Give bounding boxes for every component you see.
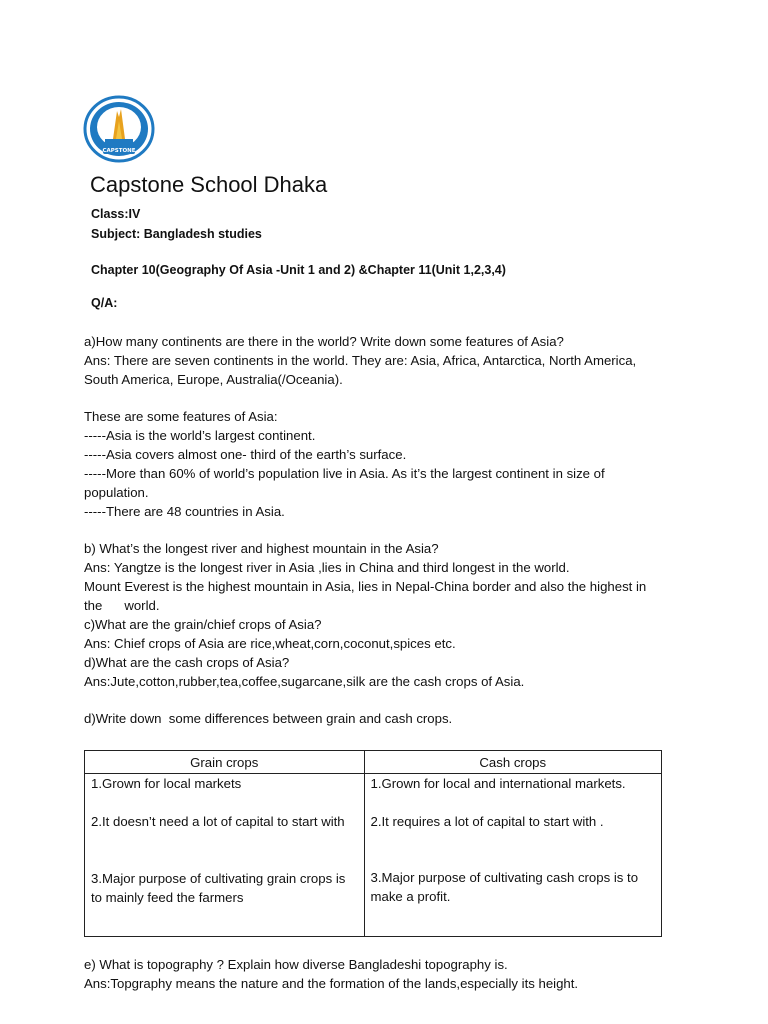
question-d: d)What are the cash crops of Asia? [84, 655, 290, 670]
cash-point-3: 3.Major purpose of cultivating cash crops is to make a profit. [370, 870, 639, 904]
feature-item: -----There are 48 countries in Asia. [84, 504, 285, 519]
question-d2: d)Write down some differences between grain and cash crops. [84, 711, 453, 726]
answer-b-line: Ans: Yangtze is the longest river in Asia ,lies in China and third longest in the world. [84, 560, 570, 575]
grain-point-1: 1.Grown for local markets [91, 776, 242, 791]
answer-d: Ans:Jute,cotton,rubber,tea,coffee,sugarcane,silk are the cash crops of Asia. [84, 674, 525, 689]
question-c: c)What are the grain/chief crops of Asia? [84, 617, 322, 632]
answer-e: Ans:Topgraphy means the nature and the formation of the lands,especially its height. [84, 976, 579, 991]
question-a: a)How many continents are there in the world? Write down some features of Asia? [84, 334, 564, 349]
subject-label: Subject: Bangladesh studies [91, 227, 262, 241]
feature-item: -----More than 60% of world’s population live in Asia. As it’s the largest continent in size of [84, 466, 605, 481]
grain-crops-cell [85, 774, 365, 937]
answer-b-line: the world. [84, 598, 160, 613]
crops-comparison-table [84, 750, 662, 937]
qa-section-e [84, 955, 684, 993]
feature-item: -----Asia is the world’s largest continent. [84, 428, 316, 443]
class-label: Class:IV [91, 207, 141, 221]
school-name: Capstone School Dhaka [90, 172, 328, 197]
qa-section [84, 332, 684, 728]
cash-crops-header: Cash crops [364, 751, 662, 774]
cash-point-1: 1.Grown for local and international markets. [370, 776, 626, 791]
school-logo [83, 95, 155, 163]
qa-label: Q/A: [91, 296, 118, 310]
answer-a-line: South America, Europe, Australia(/Oceania). [84, 372, 343, 387]
grain-crops-header: Grain crops [85, 751, 365, 774]
question-b: b) What’s the longest river and highest mountain in the Asia? [84, 541, 439, 556]
answer-b-line: Mount Everest is the highest mountain in Asia, lies in Nepal-China border and also the highest in [84, 579, 647, 594]
answer-a-line: Ans: There are seven continents in the world. They are: Asia, Africa, Antarctica, North America, [84, 353, 637, 368]
cash-crops-cell [364, 774, 662, 937]
table-row [85, 774, 662, 937]
question-e: e) What is topography ? Explain how diverse Bangladeshi topography is. [84, 957, 508, 972]
chapter-label: Chapter 10(Geography Of Asia -Unit 1 and 2) &Chapter 11(Unit 1,2,3,4) [91, 263, 506, 277]
table-header-row [85, 751, 662, 774]
answer-c: Ans: Chief crops of Asia are rice,wheat,corn,coconut,spices etc. [84, 636, 456, 651]
grain-point-2: 2.It doesn’t need a lot of capital to start with [91, 814, 345, 829]
feature-item: -----Asia covers almost one- third of the earth’s surface. [84, 447, 407, 462]
cash-point-2: 2.It requires a lot of capital to start with . [370, 814, 604, 829]
svg-text:CAPSTONE: CAPSTONE [102, 148, 136, 154]
features-intro: These are some features of Asia: [84, 409, 278, 424]
feature-item: population. [84, 485, 149, 500]
grain-point-3: 3.Major purpose of cultivating grain crops is to mainly feed the farmers [91, 871, 346, 905]
